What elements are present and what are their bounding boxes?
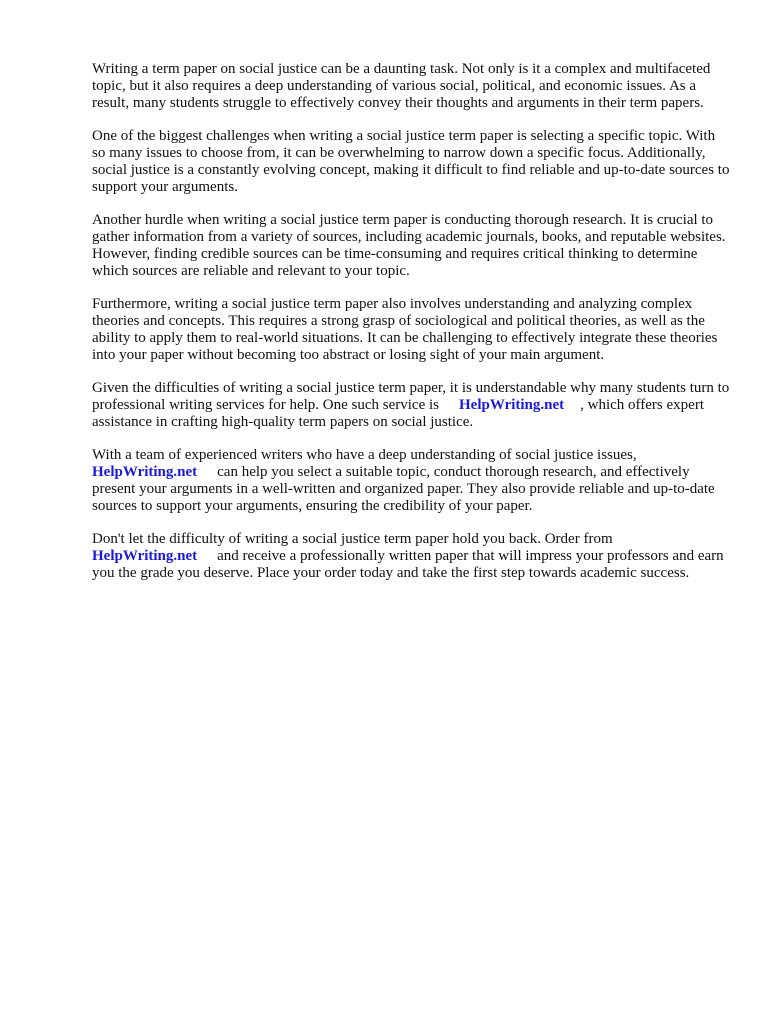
paragraph-intro: Writing a term paper on social justice can be a daunting task. Not only is it a complex and multifaceted topic, but it also requires a deep understanding of various social, political, and economic issues. As a result, many students struggle to effectively convey their thoughts and arguments in their term papers.: [92, 61, 711, 111]
paragraph-text: With a team of experienced writers who have a deep understanding of social justice issues,: [92, 447, 637, 463]
paragraph-research-hurdle: Another hurdle when writing a social justice term paper is conducting thorough research. It is crucial to gather information from a variety of sources, including academic journals, books, and reputable websites. However, finding credible sources can be time-consuming and requires critical thinking to determine which sources are reliable and relevant to your topic.: [92, 212, 726, 279]
paragraph-text: Don't let the difficulty of writing a social justice term paper hold you back. Order from: [92, 531, 613, 547]
paragraph-text: and receive a professionally written paper that will impress your professors and earn you the grade you deserve. Place your order today and take the first step towards academic success.: [92, 548, 724, 581]
helpwriting-link[interactable]: HelpWriting.net: [92, 548, 198, 564]
document-body: [92, 61, 732, 598]
paragraph-text: Given the difficulties of writing a social justice term paper, it is understandable why many students turn to professional writing services for help. One such service is: [92, 380, 730, 413]
helpwriting-link[interactable]: HelpWriting.net: [459, 397, 565, 413]
paragraph-call-to-action: [92, 531, 732, 582]
paragraph-text: can help you select a suitable topic, conduct thorough research, and effectively present your arguments in a well-written and organized paper. They also provide reliable and up-to-date sources to support your arguments, ensuring the credibility of your paper.: [92, 464, 715, 514]
paragraph-team-writers: [92, 447, 732, 515]
paragraph-text: , which offers expert assistance in crafting high-quality term papers on social justice.: [92, 397, 704, 430]
paragraph-writing-services: [92, 380, 732, 431]
paragraph-topic-challenge: One of the biggest challenges when writing a social justice term paper is selecting a specific topic. With so many issues to choose from, it can be overwhelming to narrow down a specific focus. Additionally, social justice is a constantly evolving concept, making it difficult to find reliable and up-to-date sources to support your arguments.: [92, 128, 730, 195]
helpwriting-link[interactable]: HelpWriting.net: [92, 464, 198, 480]
paragraph-theories: Furthermore, writing a social justice term paper also involves understanding and analyzing complex theories and concepts. This requires a strong grasp of sociological and political theories, as well as the ability to apply them to real-world situations. It can be challenging to effectively integrate these theories into your paper without becoming too abstract or losing sight of your main argument.: [92, 296, 718, 363]
